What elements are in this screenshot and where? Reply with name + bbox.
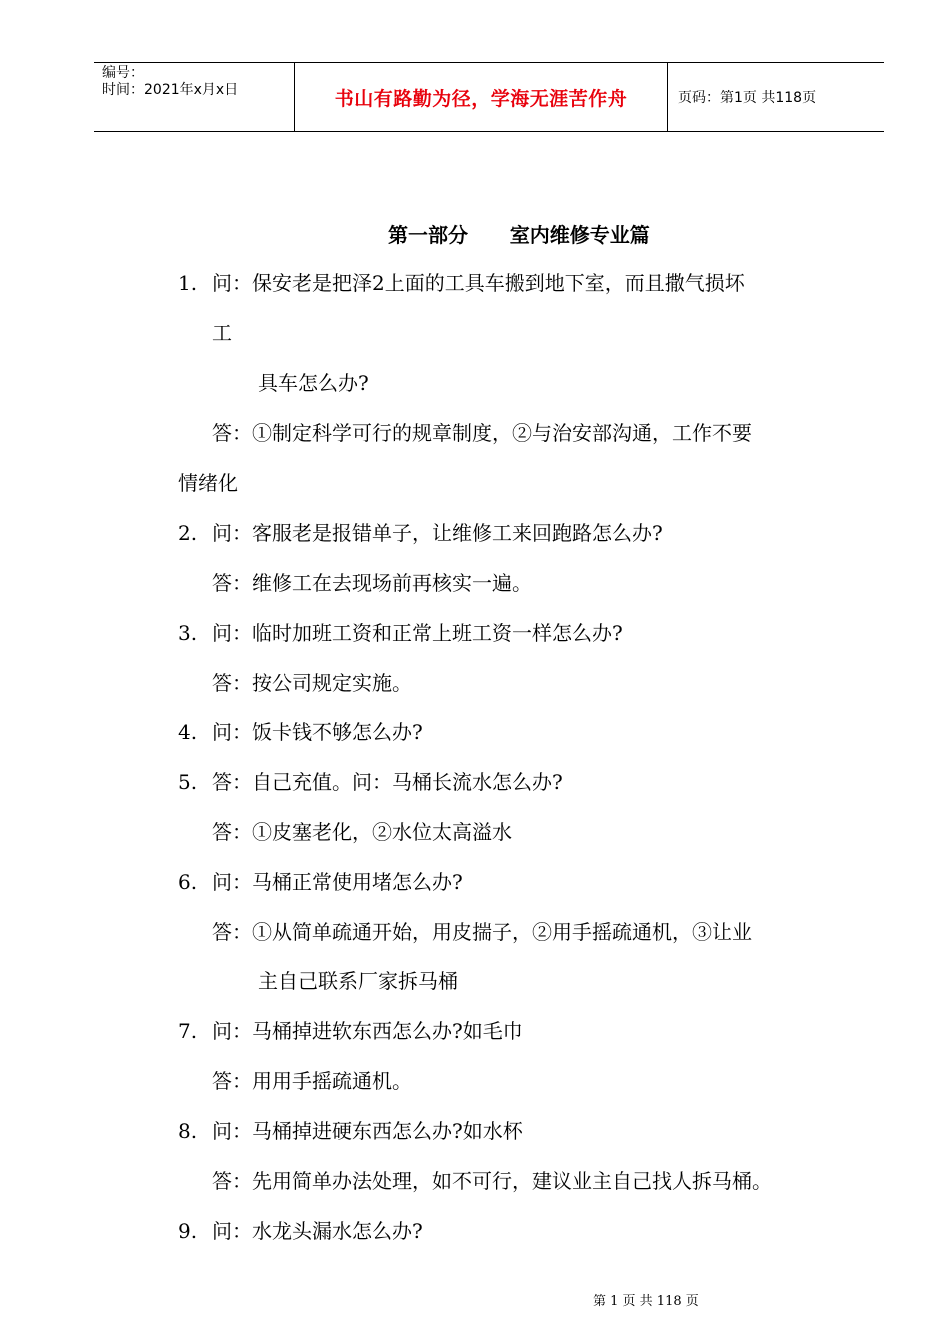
header-page-info: 页码：第1页 共118页	[678, 90, 817, 106]
item-number: 6.	[178, 870, 198, 894]
header-meta	[94, 63, 295, 131]
qa-line: 问：临时加班工资和正常上班工资一样怎么办?	[212, 621, 623, 645]
qa-line: 答：用用手摇疏通机。	[212, 1069, 412, 1093]
qa-line: 工	[212, 321, 232, 345]
qa-line: 情绪化	[178, 471, 238, 495]
qa-line: 答：维修工在去现场前再核实一遍。	[212, 571, 532, 595]
qa-line: 问：马桶掉进软东西怎么办?如毛巾	[212, 1019, 523, 1043]
item-number: 7.	[178, 1019, 198, 1043]
qa-line: 问：马桶正常使用堵怎么办?	[212, 870, 463, 894]
qa-line: 问：水龙头漏水怎么办?	[212, 1219, 423, 1243]
item-number: 1.	[178, 271, 198, 295]
section-title: 第一部分 室内维修专业篇	[388, 223, 650, 247]
qa-line: 问：客服老是报错单子，让维修工来回跑路怎么办?	[212, 521, 663, 545]
page-footer: 第 1 页 共 118 页	[593, 1294, 699, 1309]
qa-line: 答：先用简单办法处理，如不可行，建议业主自己找人拆马桶。	[212, 1169, 772, 1193]
item-number: 8.	[178, 1119, 198, 1143]
qa-line: 答：按公司规定实施。	[212, 671, 412, 695]
qa-line: 答：自己充值。问：马桶长流水怎么办?	[212, 770, 563, 794]
item-number: 4.	[178, 720, 198, 744]
qa-line: 答：①从简单疏通开始，用皮揣子，②用手摇疏通机，③让业	[212, 920, 752, 944]
header-motto: 书山有路勤为径，学海无涯苦作舟	[295, 63, 668, 131]
item-number: 5.	[178, 770, 198, 794]
qa-line: 主自己联系厂家拆马桶	[258, 969, 458, 993]
qa-line: 问：马桶掉进硬东西怎么办?如水杯	[212, 1119, 523, 1143]
item-number: 2.	[178, 521, 198, 545]
serial-number-label: 编号：	[102, 65, 144, 81]
page-header	[94, 62, 884, 132]
qa-line: 答：①皮塞老化，②水位太高溢水	[212, 820, 512, 844]
qa-line: 问：饭卡钱不够怎么办?	[212, 720, 423, 744]
qa-line: 答：①制定科学可行的规章制度，②与治安部沟通，工作不要	[212, 421, 752, 445]
qa-line: 具车怎么办?	[258, 371, 369, 395]
item-number: 9.	[178, 1219, 198, 1243]
time-label: 时间：2021年x月x日	[102, 82, 239, 98]
qa-line: 问：保安老是把泽2上面的工具车搬到地下室，而且撒气损坏	[212, 271, 745, 295]
item-number: 3.	[178, 621, 198, 645]
